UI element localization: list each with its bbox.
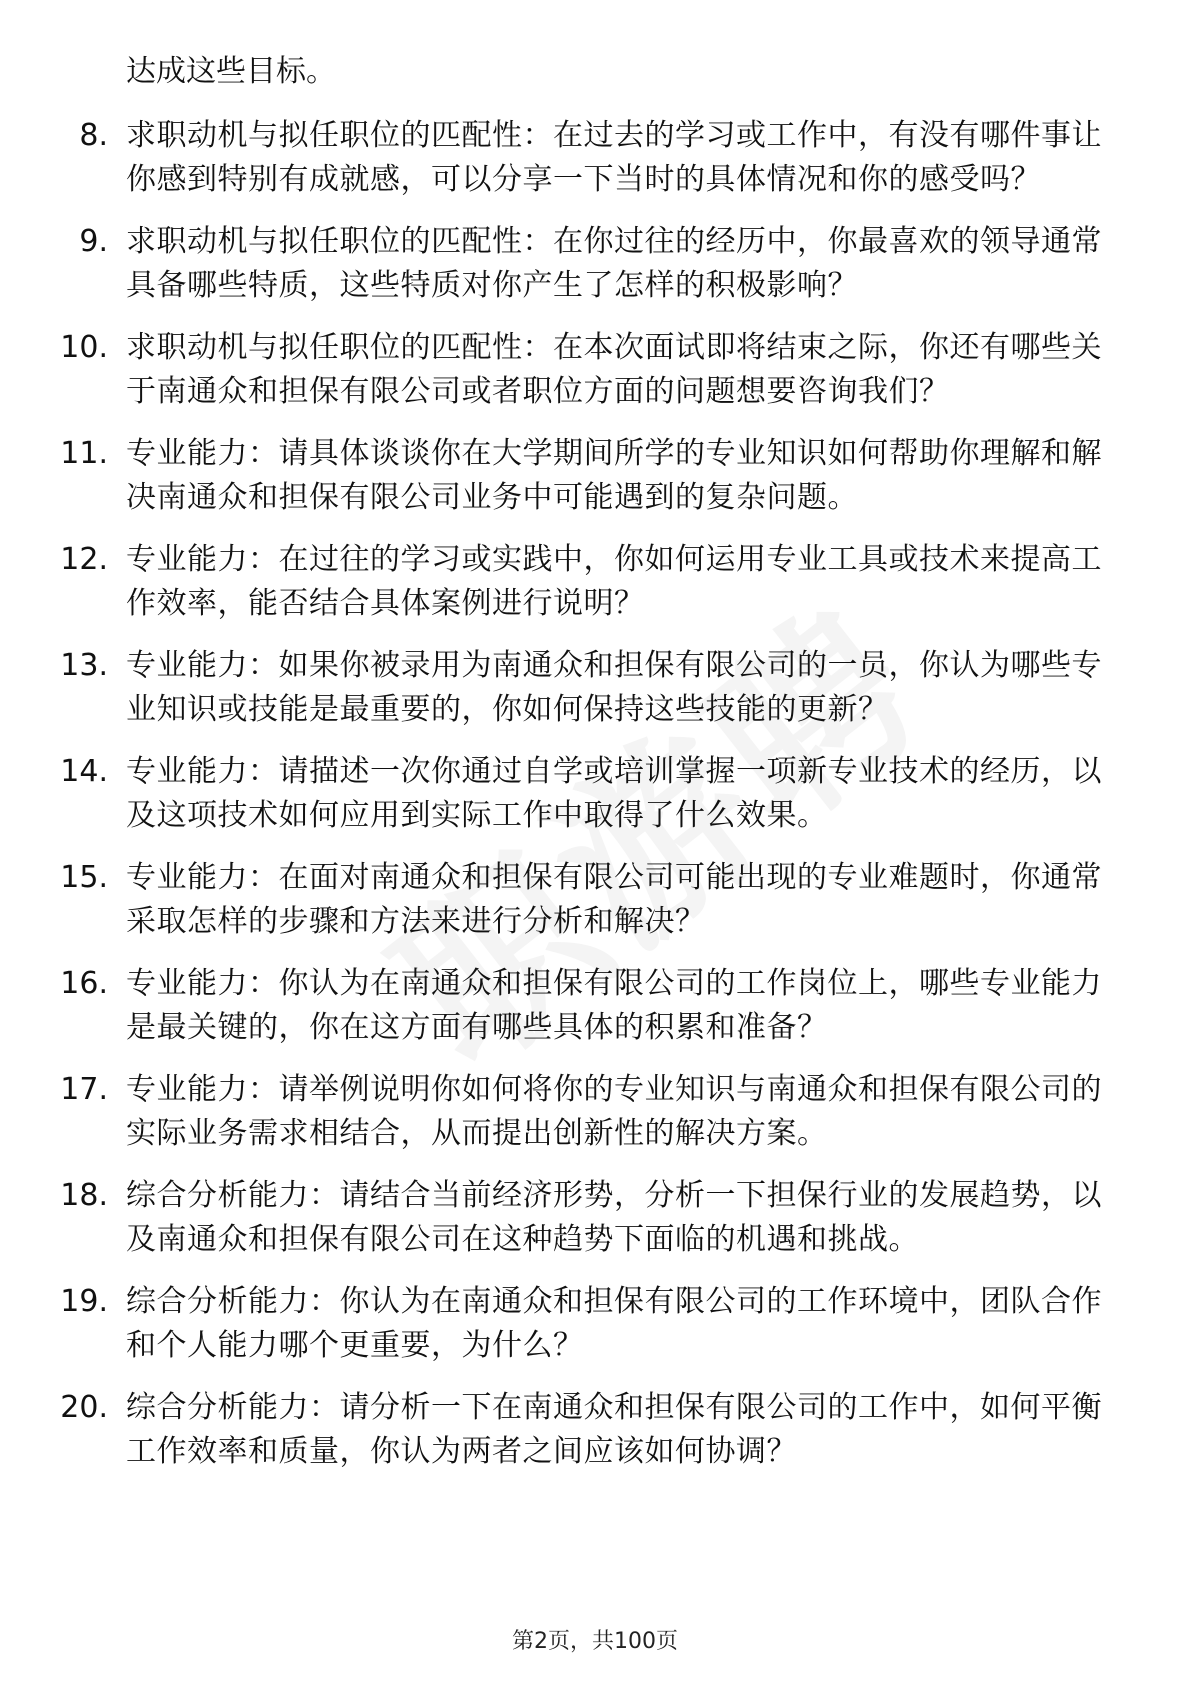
question-text: 综合分析能力：请结合当前经济形势，分析一下担保行业的发展趋势，以及南通众和担保有限公司在这种趋势下面临的机遇和挑战。 xyxy=(126,1178,1102,1257)
question-item xyxy=(0,326,1116,414)
question-item xyxy=(0,538,1116,626)
question-list xyxy=(0,114,1190,1492)
question-text: 专业能力：你认为在南通众和担保有限公司的工作岗位上，哪些专业能力是最关键的，你在这方面有哪些具体的积累和准备？ xyxy=(126,966,1102,1045)
question-item xyxy=(0,1068,1116,1156)
question-text: 求职动机与拟任职位的匹配性：在你过往的经历中，你最喜欢的领导通常具备哪些特质，这些特质对你产生了怎样的积极影响？ xyxy=(126,224,1102,303)
question-text: 求职动机与拟任职位的匹配性：在过去的学习或工作中，有没有哪件事让你感到特别有成就感，可以分享一下当时的具体情况和你的感受吗？ xyxy=(126,118,1102,197)
question-item xyxy=(0,1174,1116,1262)
question-number: 13. xyxy=(60,648,108,683)
question-number: 14. xyxy=(60,754,108,789)
question-number: 11. xyxy=(60,436,108,471)
question-text: 专业能力：请描述一次你通过自学或培训掌握一项新专业技术的经历，以及这项技术如何应用到实际工作中取得了什么效果。 xyxy=(126,754,1102,833)
intro-continuation-text: 达成这些目标。 xyxy=(126,54,336,89)
question-item xyxy=(0,1386,1116,1474)
question-text: 专业能力：如果你被录用为南通众和担保有限公司的一员，你认为哪些专业知识或技能是最重要的，你如何保持这些技能的更新？ xyxy=(126,648,1102,727)
question-number: 15. xyxy=(60,860,108,895)
question-text: 综合分析能力：请分析一下在南通众和担保有限公司的工作中，如何平衡工作效率和质量，你认为两者之间应该如何协调？ xyxy=(126,1390,1102,1469)
question-item xyxy=(0,750,1116,838)
question-text: 专业能力：请具体谈谈你在大学期间所学的专业知识如何帮助你理解和解决南通众和担保有限公司业务中可能遇到的复杂问题。 xyxy=(126,436,1102,515)
question-number: 10. xyxy=(60,330,108,365)
question-number: 20. xyxy=(60,1390,108,1425)
question-item xyxy=(0,644,1116,732)
question-item xyxy=(0,1280,1116,1368)
question-number: 16. xyxy=(60,966,108,1001)
question-item xyxy=(0,432,1116,520)
question-item xyxy=(0,856,1116,944)
question-item xyxy=(0,220,1116,308)
question-number: 18. xyxy=(60,1178,108,1213)
page-number-footer: 第2页，共100页 xyxy=(512,1629,678,1654)
question-number: 12. xyxy=(60,542,108,577)
question-item xyxy=(0,114,1116,202)
question-number: 8. xyxy=(79,118,108,153)
question-number: 17. xyxy=(60,1072,108,1107)
question-item xyxy=(0,962,1116,1050)
question-number: 19. xyxy=(60,1284,108,1319)
question-text: 综合分析能力：你认为在南通众和担保有限公司的工作环境中，团队合作和个人能力哪个更重要，为什么？ xyxy=(126,1284,1102,1363)
question-number: 9. xyxy=(79,224,108,259)
question-text: 专业能力：请举例说明你如何将你的专业知识与南通众和担保有限公司的实际业务需求相结合，从而提出创新性的解决方案。 xyxy=(126,1072,1102,1151)
question-text: 求职动机与拟任职位的匹配性：在本次面试即将结束之际，你还有哪些关于南通众和担保有限公司或者职位方面的问题想要咨询我们？ xyxy=(126,330,1102,409)
question-text: 专业能力：在过往的学习或实践中，你如何运用专业工具或技术来提高工作效率，能否结合具体案例进行说明？ xyxy=(126,542,1102,621)
question-text: 专业能力：在面对南通众和担保有限公司可能出现的专业难题时，你通常采取怎样的步骤和方法来进行分析和解决？ xyxy=(126,860,1102,939)
